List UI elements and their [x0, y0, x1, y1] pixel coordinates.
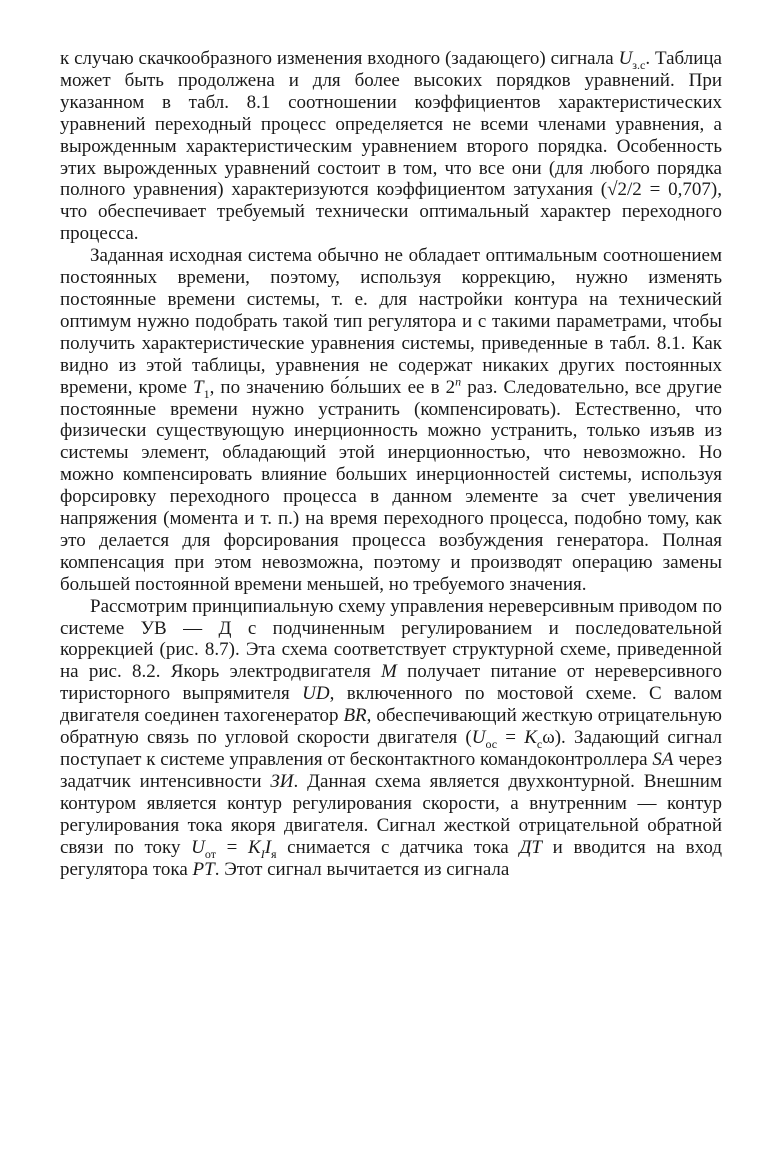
paragraph-1: к случаю скачкообразного изменения входного (задающего) сигнала $U_{з.с}$. Таблица может быть продолжена и для более высоких порядков уравнений. При указанном в табл. 8.1 соотношении коэффициентов характеристических уравнений переходный процесс определяется не всеми членами уравнения, а вырожденным характеристическим уравнением второго порядка. Особенность этих вырожденных уравнений состоит в том, что все они (для любого порядка полного уравнения) характеризуются коэффициентом затухания (√2/2 = 0,707), что обеспечивает требуемый технически оптимальный характер переходного процесса. [60, 48, 722, 245]
paragraph-3: Рассмотрим принципиальную схему управления нереверсивным приводом по системе УВ — Д с подчиненным регулированием и последовательной коррекцией (рис. 8.7). Эта схема соответствует структурной схеме, приведенной на рис. 8.2. Якорь электродвигателя M получает питание от нереверсивного тиристорного выпрямителя UD, включенного по мостовой схеме. С валом двигателя соединен тахогенератор BR, обеспечивающий жесткую отрицательную обратную связь по угловой скорости двигателя $(U_{ос} = K_с\omega)$. Задающий сигнал поступает к системе управления от бесконтактного командоконтроллера SA через задатчик интенсивности ЗИ. Данная схема является двухконтурной. Внешним контуром является контур регулирования скорости, а внутренним — контур регулирования тока якоря двигателя. Сигнал жесткой отрицательной обратной связи по току $U_{от} = K_II_я$ снимается с датчика тока ДТ и вводится на вход регулятора тока PT. Этот сигнал вычитается из сигнала [60, 595, 723, 880]
paragraph-2: Заданная исходная система обычно не обладает оптимальным соотношением постоянных времени, поэтому, используя коррекцию, нужно изменять постоянные времени системы, т. е. для настройки контура на технический оптимум нужно подобрать такой тип регулятора и с такими параметрами, чтобы получить характеристические уравнения системы, приведенные в табл. 8.1. Как видно из этой таблицы, уравнения не содержат никаких других постоянных времени, кроме $T_1$, по значению бо́льших ее в 2$^n$ раз. Следовательно, все другие постоянные времени нужно устранить (компенсировать). Естественно, что физически существующую инерционность можно устранить, только изъяв из системы элемент, обладающий этой инерционностью, что невозможно. Но можно компенсировать влияние больших инерционностей системы, используя форсировку переходного процесса в данном элементе за счет увеличения напряжения (момента и т. п.) на время переходного процесса, подобно тому, как это делается для форсирования процесса возбуждения генератора. Полная компенсация при этом невозможна, поэтому и производят операцию замены большей постоянной времени меньшей, но требуемого значения. [60, 245, 722, 595]
page-body [60, 48, 722, 880]
